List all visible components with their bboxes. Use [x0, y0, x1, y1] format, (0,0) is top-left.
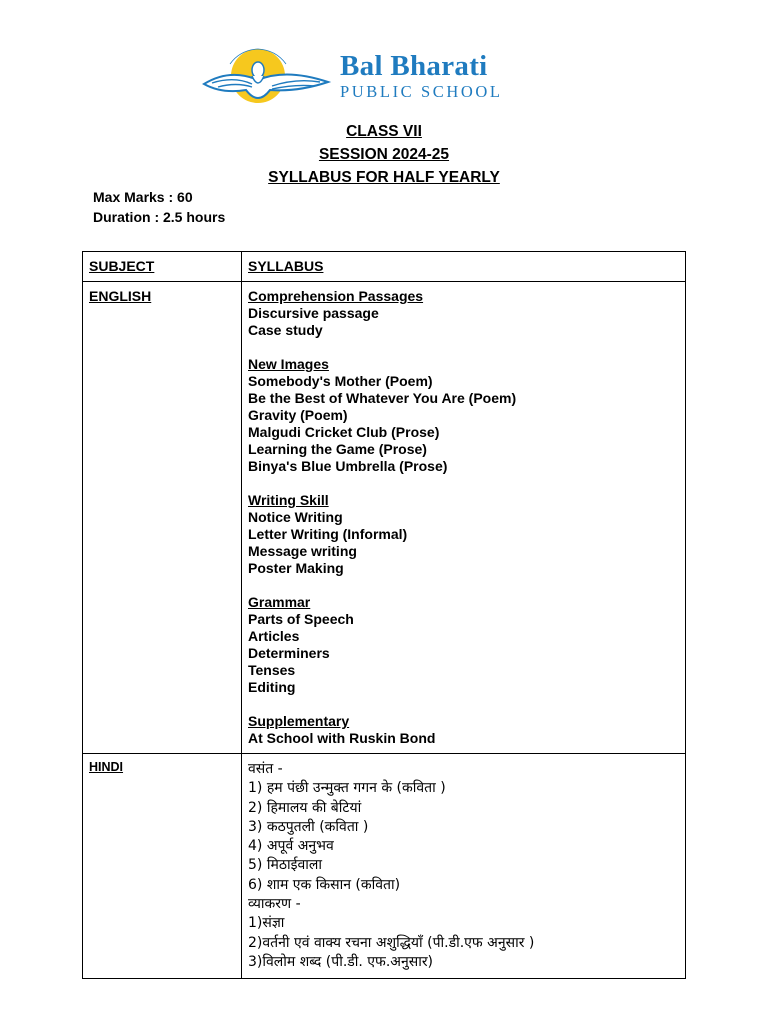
list-item: 3) कठपुतली (कविता ) [248, 818, 369, 835]
list-item: 6) शाम एक किसान (कविता) [248, 876, 401, 893]
list-item: 4) अपूर्व अनुभव [248, 838, 334, 855]
school-logo [200, 46, 570, 110]
school-subtitle: PUBLIC SCHOOL [340, 82, 503, 101]
section-title: Supplementary [248, 713, 350, 729]
list-item: Tenses [248, 662, 296, 678]
list-item: Poster Making [248, 560, 344, 576]
list-item: 5) मिठाईवाला [248, 857, 322, 874]
list-item: Discursive passage [248, 305, 379, 321]
list-item: 1)संज्ञा [248, 915, 285, 932]
list-item: Be the Best of Whatever You Are (Poem) [248, 390, 517, 406]
list-item: Somebody's Mother (Poem) [248, 373, 433, 389]
list-item: Parts of Speech [248, 611, 354, 627]
list-item: Editing [248, 679, 296, 695]
list-item: Notice Writing [248, 509, 343, 525]
list-item: 2) हिमालय की बेटियां [248, 799, 362, 816]
table-row-english [83, 282, 686, 754]
list-item: Learning the Game (Prose) [248, 441, 427, 457]
list-item: Determiners [248, 645, 330, 661]
syllabus-title: SYLLABUS FOR HALF YEARLY [268, 169, 500, 186]
list-item: 2)वर्तनी एवं वाक्य रचना अशुद्धियाँ (पी.डी.एफ अनुसार ) [248, 934, 535, 951]
section-title: Grammar [248, 594, 311, 610]
class-heading: CLASS VII [346, 123, 422, 140]
max-marks: Max Marks : 60 [93, 189, 193, 205]
list-item: व्याकरण - [248, 896, 301, 913]
duration: Duration : 2.5 hours [93, 209, 226, 225]
header-subject: SUBJECT [83, 252, 242, 282]
list-item: At School with Ruskin Bond [248, 730, 436, 746]
header-syllabus: SYLLABUS [242, 252, 686, 282]
list-item: Articles [248, 628, 300, 644]
section-title: Writing Skill [248, 492, 329, 508]
list-item: Gravity (Poem) [248, 407, 348, 423]
table-header-row [83, 252, 686, 282]
list-item: Binya's Blue Umbrella (Prose) [248, 458, 448, 474]
syllabus-english [242, 282, 686, 754]
session-heading: SESSION 2024-25 [318, 146, 450, 163]
subject-english: ENGLISH [83, 282, 242, 754]
logo-emblem-icon [200, 46, 340, 110]
section-title: New Images [248, 356, 329, 372]
subject-hindi: HINDI [83, 754, 242, 979]
list-item: Malgudi Cricket Club (Prose) [248, 424, 440, 440]
list-item: Letter Writing (Informal) [248, 526, 408, 542]
school-name: Bal Bharati [340, 50, 488, 82]
list-item: Message writing [248, 543, 357, 559]
syllabus-table [82, 251, 686, 979]
list-item: 3)विलोम शब्द (पी.डी. एफ.अनुसार) [248, 953, 434, 970]
list-item: 1) हम पंछी उन्मुक्त गगन के (कविता ) [248, 780, 446, 797]
section-title: Comprehension Passages [248, 288, 424, 304]
list-item: वसंत - [248, 761, 283, 777]
table-row-hindi [83, 754, 686, 979]
syllabus-hindi [242, 754, 686, 979]
list-item: Case study [248, 322, 323, 338]
